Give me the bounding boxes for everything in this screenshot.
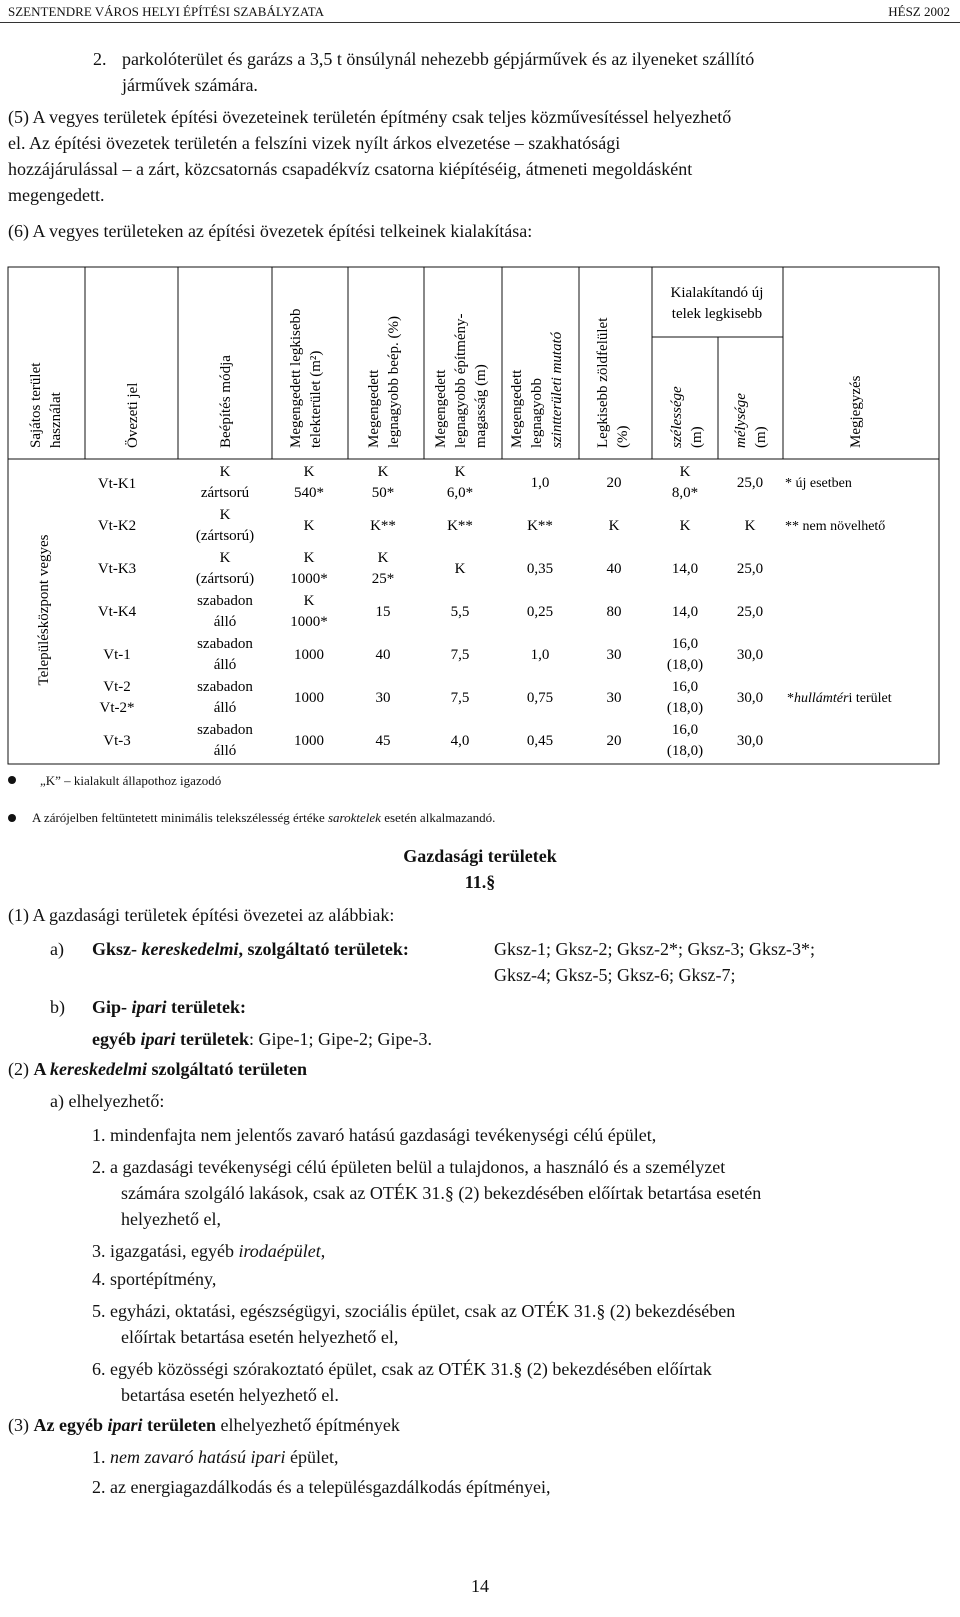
cell-max-height: 6,0*: [446, 485, 474, 501]
cell-min-depth: 30,0: [736, 733, 764, 749]
cell-min-green-area: 30: [606, 690, 622, 706]
cell-max-height: K**: [447, 518, 473, 534]
cell-min-plot-area: 1000: [294, 690, 324, 706]
header-szelesseg-1: szélessége: [669, 386, 685, 448]
cell-min-width: (18,0): [666, 743, 704, 759]
cell-min-depth: 25,0: [736, 604, 764, 620]
para-2a: a) elhelyezhető:: [50, 1091, 165, 1111]
cell-zone-code: Vt-K2: [97, 518, 137, 534]
cell-max-coverage: 25*: [371, 571, 395, 587]
cell-min-green-area: 20: [606, 475, 622, 491]
header-zoldfelulet-2: (%): [615, 425, 631, 448]
cell-max-height: 5,5: [450, 604, 470, 620]
cell-max-height: K: [454, 464, 466, 480]
cell-building-mode: K: [219, 507, 231, 523]
cell-min-width: (18,0): [666, 657, 704, 673]
item-2-line1: parkolóterület és garázs a 3,5 t önsúlynál nehezebb gépjárművek és az ilyeneket szállító: [122, 49, 755, 69]
para-3: (3) Az egyéb ipari területen elhelyezhető építmények: [8, 1415, 400, 1435]
running-header-code: HÉSZ 2002: [888, 4, 950, 19]
building-item-2: 2. az energiagazdálkodás és a településgazdálkodás építményei,: [92, 1477, 551, 1497]
cell-min-depth: K: [744, 518, 756, 534]
bullet-icon: [8, 776, 16, 784]
cell-min-green-area: 80: [606, 604, 622, 620]
cell-min-width: 14,0: [671, 561, 699, 577]
cell-building-mode: zártsorú: [200, 485, 250, 501]
list-item-3: 3. igazgatási, egyéb irodaépület,: [92, 1241, 326, 1261]
cell-min-plot-area: K: [303, 550, 315, 566]
list-label-a: a): [50, 939, 64, 959]
header-melyseg-2: (m): [753, 426, 769, 448]
cell-min-depth: 25,0: [736, 561, 764, 577]
bullet-icon: [8, 814, 16, 822]
list-item-2-line1: 2. a gazdasági tevékenységi célú épületen belül a tulajdonos, a használó és a személyzet: [92, 1157, 726, 1177]
header-kialakitando-1: Kialakítandó új: [670, 285, 764, 301]
cell-zone-code: Vt-2*: [99, 700, 135, 716]
header-beepitettseg-2: legnagyobb beép. (%): [386, 315, 402, 448]
para-6: (6) A vegyes területeken az építési övezetek építési telkeinek kialakítása:: [8, 221, 533, 241]
cell-min-width: 16,0: [671, 679, 699, 695]
cell-max-coverage: 40: [375, 647, 391, 663]
cell-min-width: K: [679, 518, 691, 534]
cell-min-width: K: [679, 464, 691, 480]
header-magassag-3: magasság (m): [473, 364, 489, 448]
building-item-1: 1. nem zavaró hatású ipari épület,: [92, 1447, 339, 1467]
cell-building-mode: szabadon: [197, 636, 253, 652]
cell-min-plot-area: K: [303, 464, 315, 480]
cell-min-width: 14,0: [671, 604, 699, 620]
header-sajatos-1: Sajátos terület: [28, 362, 44, 448]
cell-zone-code: Vt-2: [103, 679, 131, 695]
cell-zone-code: Vt-K4: [97, 604, 137, 620]
header-kialakitando-2: telek legkisebb: [671, 306, 763, 322]
header-szelesseg-2: (m): [689, 426, 705, 448]
cell-building-mode: álló: [213, 657, 237, 673]
cell-min-depth: 30,0: [736, 690, 764, 706]
cell-min-plot-area: 1000: [294, 647, 324, 663]
group-label: Településközpont vegyes: [36, 534, 52, 686]
header-sajatos-2: használat: [48, 392, 64, 448]
cell-building-mode: álló: [213, 700, 237, 716]
para-5-line2: el. Az építési övezetek területén a felszíni vizek nyílt árkos elvezetése – szakhatósági: [8, 133, 621, 153]
cell-floor-area-ratio: 1,0: [530, 647, 550, 663]
gipe-line: egyéb ipari területek: Gipe-1; Gipe-2; Gipe-3.: [92, 1029, 432, 1049]
running-header-title: SZENTENDRE VÁROS HELYI ÉPÍTÉSI SZABÁLYZATA: [8, 4, 325, 19]
table-border: [8, 267, 939, 764]
note-k-meaning: „K” – kialakult állapothoz igazodó: [40, 773, 222, 788]
item-2-number: 2.: [93, 49, 107, 69]
cell-max-height: K: [454, 561, 466, 577]
cell-max-coverage: K: [377, 550, 389, 566]
cell-min-plot-area: 1000*: [290, 571, 328, 587]
list-item-6-line1: 6. egyéb közösségi szórakoztató épület, csak az OTÉK 31.§ (2) bekezdésében előírtak: [92, 1359, 712, 1379]
cell-building-mode: szabadon: [197, 722, 253, 738]
cell-min-plot-area: 1000: [294, 733, 324, 749]
cell-max-height: 7,5: [450, 647, 470, 663]
header-beepites-modja: Beépítés módja: [218, 355, 234, 448]
cell-building-mode: (zártsorú): [195, 528, 255, 544]
cell-min-width: (18,0): [666, 700, 704, 716]
cell-min-plot-area: 540*: [294, 485, 324, 501]
cell-min-depth: 25,0: [736, 475, 764, 491]
header-beepitettseg-1: Megengedett: [366, 369, 382, 448]
cell-max-height: 7,5: [450, 690, 470, 706]
cell-building-mode: álló: [213, 614, 237, 630]
cell-floor-area-ratio: 1,0: [530, 475, 550, 491]
cell-zone-code: Vt-1: [103, 647, 131, 663]
cell-max-coverage: K**: [370, 518, 396, 534]
cell-min-plot-area: K: [303, 518, 315, 534]
cell-building-mode: K: [219, 464, 231, 480]
cell-floor-area-ratio: 0,45: [526, 733, 554, 749]
header-magassag-2: legnagyobb építmény-: [453, 313, 469, 448]
table-grid: [8, 267, 939, 764]
section-number: 11.§: [464, 872, 496, 892]
cell-max-coverage: 15: [375, 604, 391, 620]
cell-max-coverage: 30: [375, 690, 391, 706]
list-item-4: 4. sportépítmény,: [92, 1269, 217, 1289]
cell-building-mode: szabadon: [197, 679, 253, 695]
cell-floor-area-ratio: 0,35: [526, 561, 554, 577]
list-label-b: b): [50, 997, 65, 1017]
cell-remark: * új esetben: [785, 476, 852, 491]
para-2: (2) A kereskedelmi szolgáltató területen: [8, 1059, 307, 1079]
header-melyseg-1: mélysége: [733, 393, 749, 448]
header-szintterulet-1: Megengedett: [509, 369, 525, 448]
para-5-line4: megengedett.: [8, 185, 105, 205]
cell-min-green-area: K: [608, 518, 620, 534]
cell-zone-code: Vt-K1: [97, 476, 137, 492]
cell-remark: ** nem növelhető: [785, 519, 886, 534]
header-telekterulet-1: Megengedett legkisebb: [288, 308, 304, 448]
list-item-2-line3: helyezhető el,: [121, 1209, 221, 1229]
cell-building-mode: szabadon: [197, 593, 253, 609]
cell-remark: *hullámtéri terület: [787, 691, 892, 706]
cell-max-height: 4,0: [450, 733, 470, 749]
cell-min-width: 16,0: [671, 636, 699, 652]
list-item-2-line2: számára szolgáló lakások, csak az OTÉK 31.§ (2) bekezdésében előírtak betartása esetén: [121, 1183, 762, 1203]
cell-max-coverage: K: [377, 464, 389, 480]
cell-zone-code: Vt-K3: [97, 561, 137, 577]
cell-min-plot-area: K: [303, 593, 315, 609]
gip-heading: Gip- ipari területek:: [92, 997, 246, 1017]
header-telekterulet-2: telekterület (m²): [308, 350, 324, 448]
note-parenthesis: A zárójelben feltüntetett minimális telekszélesség értéke saroktelek esetén alkalmazandó.: [32, 810, 496, 825]
para-5-line1: (5) A vegyes területek építési övezeteinek területén építmény csak teljes közművesítéssel helyezhető: [8, 107, 732, 127]
list-item-6-line2: betartása esetén helyezhető el.: [121, 1385, 339, 1405]
cell-building-mode: (zártsorú): [195, 571, 255, 587]
section-title: Gazdasági területek: [403, 846, 557, 866]
cell-min-green-area: 20: [606, 733, 622, 749]
gksz-heading: Gksz- kereskedelmi, szolgáltató területek:: [92, 939, 409, 959]
header-zoldfelulet-1: Legkisebb zöldfelület: [595, 317, 611, 448]
cell-min-green-area: 30: [606, 647, 622, 663]
list-item-1: 1. mindenfajta nem jelentős zavaró hatású gazdasági tevékenységi célú épület,: [92, 1125, 657, 1145]
para-5-line3: hozzájárulással – a zárt, közcsatornás csapadékvíz csatorna kiépítéséig, átmeneti megoldásként: [8, 159, 693, 179]
cell-floor-area-ratio: 0,25: [526, 604, 554, 620]
page-number: 14: [471, 1576, 489, 1596]
header-megjegyzes: Megjegyzés: [848, 375, 864, 448]
gksz-values-line1: Gksz-1; Gksz-2; Gksz-2*; Gksz-3; Gksz-3*;: [494, 939, 815, 959]
cell-building-mode: K: [219, 550, 231, 566]
cell-min-width: 16,0: [671, 722, 699, 738]
cell-floor-area-ratio: 0,75: [526, 690, 554, 706]
cell-zone-code: Vt-3: [103, 733, 131, 749]
list-item-5-line2: előírtak betartása esetén helyezhető el,: [121, 1327, 399, 1347]
cell-min-depth: 30,0: [736, 647, 764, 663]
para-1: (1) A gazdasági területek építési övezetei az alábbiak:: [8, 905, 395, 925]
header-magassag-1: Megengedett: [433, 369, 449, 448]
header-szintterulet-3: szintterületi mutató: [549, 331, 565, 448]
header-ovezeti-jel: Övezeti jel: [125, 382, 141, 448]
cell-min-green-area: 40: [606, 561, 622, 577]
cell-floor-area-ratio: K**: [527, 518, 553, 534]
list-item-5-line1: 5. egyházi, oktatási, egészségügyi, szociális épület, csak az OTÉK 31.§ (2) bekezdésében: [92, 1301, 736, 1321]
cell-max-coverage: 45: [375, 733, 391, 749]
gksz-values-line2: Gksz-4; Gksz-5; Gksz-6; Gksz-7;: [494, 965, 736, 985]
cell-min-plot-area: 1000*: [290, 614, 328, 630]
item-2-line2: járművek számára.: [122, 75, 258, 95]
cell-max-coverage: 50*: [371, 485, 395, 501]
cell-min-width: 8,0*: [671, 485, 699, 501]
cell-building-mode: álló: [213, 743, 237, 759]
header-szintterulet-2: legnagyobb: [529, 378, 545, 448]
